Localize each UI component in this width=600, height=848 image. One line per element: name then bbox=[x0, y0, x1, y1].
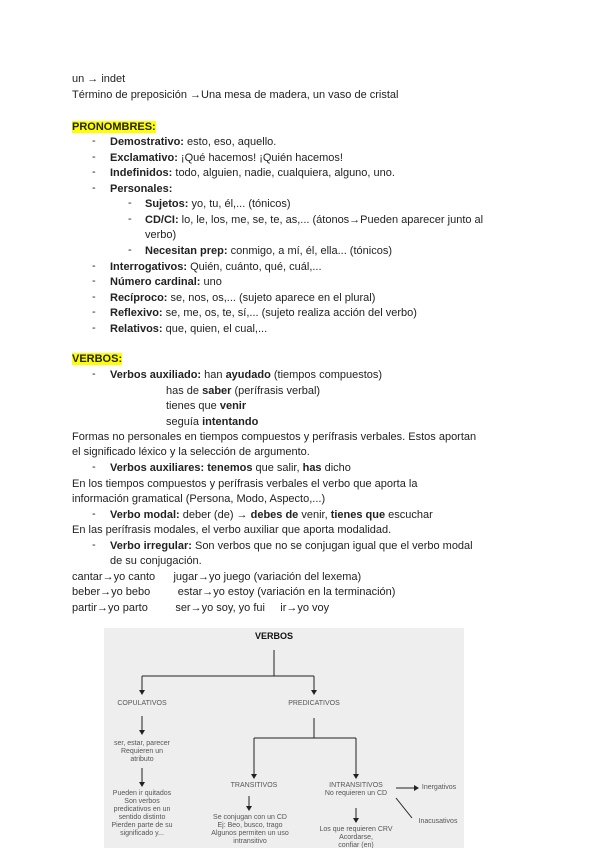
para-tiempos-compuestos-2: información gramatical (Persona, Modo, Aspecto,...) bbox=[72, 493, 326, 505]
copulativos-desc-2: Pueden ir quitados Son verbos predicativos en un sentido distinto Pierden parte de su significado y... bbox=[111, 790, 173, 837]
para-formas-no-personales-1: Formas no personales en tiempos compuestos y perífrasis verbales. Estos aportan bbox=[72, 431, 477, 443]
bullet-dash: - bbox=[92, 322, 96, 334]
verbo-irregular-line-2: de su conjugación. bbox=[110, 555, 202, 567]
example-cantar: cantar→yo canto jugar→yo juego (variación del lexema) bbox=[72, 571, 362, 583]
pronombre-item: Personales: bbox=[110, 183, 173, 195]
pronombre-subitem: Sujetos: yo, tu, él,... (tónicos) bbox=[145, 198, 291, 210]
example-beber: beber→yo bebo estar→yo estoy (variación en la terminación) bbox=[72, 586, 396, 598]
line-termino-preposicion: Término de preposición →Una mesa de madera, un vaso de cristal bbox=[72, 89, 399, 101]
pronombres-heading: PRONOMBRES: bbox=[72, 121, 156, 133]
pronombre-item: Interrogativos: Quién, cuánto, qué, cuál,... bbox=[110, 261, 322, 273]
pronombre-subitem: Necesitan prep: conmigo, a mí, él, ella... (tónicos) bbox=[145, 245, 392, 257]
para-perifrasis-modales: En las perífrasis modales, el verbo auxiliar que aporta modalidad. bbox=[72, 524, 392, 536]
bullet-dash: - bbox=[92, 260, 96, 272]
pronombre-item: Recíproco: se, nos, os,... (sujeto aparece en el plural) bbox=[110, 292, 376, 304]
node-inacusativos: Inacusativos bbox=[418, 818, 458, 825]
pronombre-subitem-continuation: verbo) bbox=[145, 229, 177, 241]
example-partir: partir→yo parto ser→yo soy, yo fui ir→yo voy bbox=[72, 602, 330, 614]
pronombre-item: Demostrativo: esto, eso, aquello. bbox=[110, 136, 277, 148]
node-predicativos: PREDICATIVOS bbox=[288, 700, 340, 707]
node-transitivos: TRANSITIVOS bbox=[230, 782, 278, 789]
verbos-heading: VERBOS: bbox=[72, 353, 123, 365]
pronombre-item: Exclamativo: ¡Qué hacemos! ¡Quién hacemos! bbox=[110, 152, 343, 164]
bullet-dash: - bbox=[92, 135, 96, 147]
verbos-auxiliado-line: Verbos auxiliado: han ayudado (tiempos compuestos) bbox=[110, 369, 383, 381]
verbo-irregular-line: Verbo irregular: Son verbos que no se conjugan igual que el verbo modal bbox=[110, 540, 473, 552]
para-tiempos-compuestos-1: En los tiempos compuestos y perífrasis verbales el verbo que aporta la bbox=[72, 478, 418, 490]
verbos-diagram bbox=[104, 628, 464, 848]
node-inergativos: Inergativos bbox=[421, 784, 457, 791]
aux-example-intentando: seguía intentando bbox=[166, 416, 259, 428]
transitivos-desc: Se conjugan con un CD Ej: Beo, busco, trago Algunos permiten un uso intransitivo bbox=[211, 814, 289, 845]
bullet-dash: - bbox=[92, 166, 96, 178]
pronombre-subitem: CD/CI: lo, le, los, me, se, te, as,... (átonos→Pueden aparecer junto al bbox=[145, 214, 484, 226]
aux-example-venir: tienes que venir bbox=[166, 400, 247, 412]
intransitivos-desc: Los que requieren CRV Acordarse, confiar (en) bbox=[319, 826, 393, 848]
verbo-modal-line: Verbo modal: deber (de) → debes de venir, tienes que escuchar bbox=[110, 509, 433, 521]
diagram-title: VERBOS bbox=[254, 631, 293, 641]
bullet-dash: - bbox=[128, 197, 132, 209]
line-un-indet: un → indet bbox=[72, 73, 126, 85]
bullet-dash: - bbox=[92, 306, 96, 318]
pronombre-item: Reflexivo: se, me, os, te, sí,... (sujeto realiza acción del verbo) bbox=[110, 307, 417, 319]
para-formas-no-personales-2: el significado léxico y la selección de argumento. bbox=[72, 446, 310, 458]
bullet-dash: - bbox=[92, 182, 96, 194]
pronombre-item: Indefinidos: todo, alguien, nadie, cualquiera, alguno, uno. bbox=[110, 167, 395, 179]
bullet-dash: - bbox=[92, 539, 96, 551]
bullet-dash: - bbox=[92, 368, 96, 380]
bullet-dash: - bbox=[128, 244, 132, 256]
pronombre-item: Número cardinal: uno bbox=[110, 276, 222, 288]
bullet-dash: - bbox=[128, 213, 132, 225]
bullet-dash: - bbox=[92, 275, 96, 287]
pronombre-item: Relativos: que, quien, el cual,... bbox=[110, 323, 268, 335]
verbos-auxiliares-line: Verbos auxiliares: tenemos que salir, has dicho bbox=[110, 462, 351, 474]
bullet-dash: - bbox=[92, 461, 96, 473]
aux-example-saber: has de saber (perífrasis verbal) bbox=[166, 385, 321, 397]
node-copulativos: COPULATIVOS bbox=[117, 700, 167, 707]
node-intransitivos: INTRANSITIVOS No requieren un CD bbox=[324, 782, 388, 797]
bullet-dash: - bbox=[92, 291, 96, 303]
copulativos-desc: ser, estar, parecer Requieren un atributo bbox=[113, 740, 171, 763]
bullet-dash: - bbox=[92, 508, 96, 520]
bullet-dash: - bbox=[92, 151, 96, 163]
